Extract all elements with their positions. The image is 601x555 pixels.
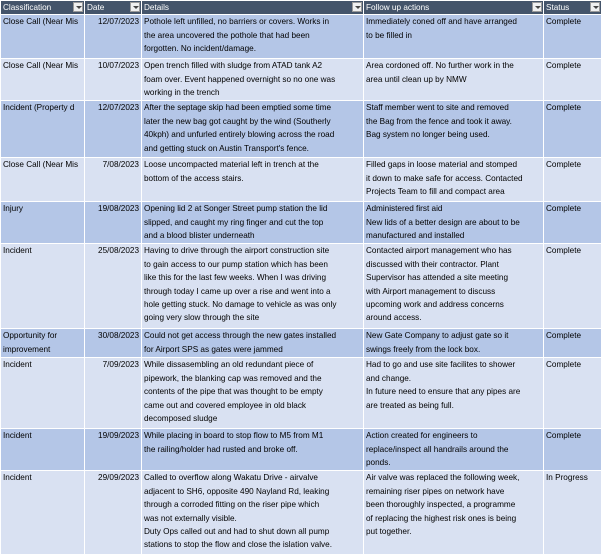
cell-text-line: adjacent to SH6, opposite 490 Nayland Rd, leaking (144, 485, 361, 498)
cell-text: 12/07/2023 (98, 103, 139, 112)
cell-details[interactable] (142, 471, 364, 555)
status-text: Complete (546, 61, 581, 70)
cell-text-line: Having to drive through the airport construction site (144, 244, 361, 257)
cell-text-line: swings freely from the lock box. (366, 343, 541, 356)
cell-text-line: with Airport management to discuss (366, 285, 541, 298)
cell-details[interactable] (142, 15, 364, 59)
status-text: Complete (546, 431, 581, 440)
cell-text-line: Could not get access through the new gates installed (144, 329, 361, 342)
cell-date[interactable] (85, 244, 142, 329)
cell-text-line: 40kph) and unfurled entirely blowing across the road (144, 128, 361, 141)
cell-text-line: foam over. Event happened overnight so no one was (144, 73, 361, 86)
cell-status[interactable] (544, 158, 601, 202)
status-text: Complete (546, 204, 581, 213)
cell-text-line: Called to overflow along Wakatu Drive - airvalve (144, 471, 361, 484)
cell-text: Incident (3, 360, 32, 369)
cell-text: 30/08/2023 (98, 331, 139, 340)
cell-text-line: around access. (366, 311, 541, 324)
cell-text-line: working in the trench (144, 86, 361, 99)
status-text: Complete (546, 331, 581, 340)
filter-dropdown-icon[interactable] (532, 2, 542, 12)
cell-follow-up[interactable] (364, 59, 544, 101)
cell-text-line: Area cordoned off. No further work in the (366, 59, 541, 72)
cell-date[interactable] (85, 101, 142, 158)
cell-text-line: Open trench filled with sludge from ATAD tank A2 (144, 59, 361, 72)
cell-text-line: was not externally visible. (144, 512, 361, 525)
cell-classification[interactable] (1, 158, 85, 202)
cell-classification[interactable] (1, 329, 85, 358)
cell-text: 10/07/2023 (98, 61, 139, 70)
cell-details[interactable] (142, 429, 364, 471)
cell-text: Incident (Property d (3, 103, 74, 112)
filter-dropdown-icon[interactable] (130, 2, 140, 12)
table-row (1, 329, 601, 358)
status-text: Complete (546, 103, 581, 112)
table-row (1, 202, 601, 244)
cell-status[interactable] (544, 429, 601, 471)
cell-status[interactable] (544, 244, 601, 329)
cell-status[interactable] (544, 202, 601, 244)
cell-text: Close Call (Near Mis (3, 160, 78, 169)
cell-text: 12/07/2023 (98, 17, 139, 26)
cell-date[interactable] (85, 358, 142, 429)
cell-date[interactable] (85, 158, 142, 202)
cell-text-line: Bag system no longer being used. (366, 128, 541, 141)
cell-text-line: of replacing the highest risk ones is being (366, 512, 541, 525)
cell-classification[interactable] (1, 244, 85, 329)
cell-text-line: Opportunity for (3, 329, 82, 342)
cell-text-line: going very slow through the site (144, 311, 361, 324)
cell-text-line: While dissasembling an old redundant piece of (144, 358, 361, 371)
table-row (1, 158, 601, 202)
table-row (1, 471, 601, 555)
cell-text-line: are treated as being full. (366, 399, 541, 412)
cell-status[interactable] (544, 471, 601, 555)
cell-follow-up[interactable] (364, 429, 544, 471)
cell-text: Close Call (Near Mis (3, 61, 78, 70)
cell-text-line: Projects Team to fill and compact area (366, 185, 541, 198)
table-body (1, 15, 601, 555)
cell-text-line: pipework, the blanking cap was removed and the (144, 372, 361, 385)
filter-dropdown-icon[interactable] (73, 2, 83, 12)
cell-status[interactable] (544, 329, 601, 358)
header-status[interactable]: Status (544, 1, 601, 15)
cell-follow-up[interactable] (364, 15, 544, 59)
cell-text-line: the Bag from the fence and took it away. (366, 115, 541, 128)
header-row (1, 1, 601, 15)
cell-text-line: area until clean up by NMW (366, 73, 541, 86)
cell-classification[interactable] (1, 15, 85, 59)
status-text: Complete (546, 360, 581, 369)
cell-text-line: bottom of the access stairs. (144, 172, 361, 185)
cell-text: Incident (3, 246, 32, 255)
table-row (1, 59, 601, 101)
cell-follow-up[interactable] (364, 101, 544, 158)
cell-classification[interactable] (1, 429, 85, 471)
cell-text-line: the area uncovered the pothole that had been (144, 29, 361, 42)
table-row (1, 358, 601, 429)
cell-text-line: and change. (366, 372, 541, 385)
cell-date[interactable] (85, 59, 142, 101)
cell-text-line: like this for the last few weeks. When I was driving (144, 271, 361, 284)
cell-text-line: Filled gaps in loose material and stomped (366, 158, 541, 171)
cell-text-line: While placing in board to stop flow to M5 from M1 (144, 429, 361, 442)
cell-text-line: Had to go and use site facilites to shower (366, 358, 541, 371)
cell-text-line: Immediately coned off and have arranged (366, 15, 541, 28)
status-text: Complete (546, 17, 581, 26)
cell-text-line: Staff member went to site and removed (366, 101, 541, 114)
status-text: In Progress (546, 473, 588, 482)
cell-follow-up[interactable] (364, 329, 544, 358)
filter-dropdown-icon[interactable] (352, 2, 362, 12)
cell-classification[interactable] (1, 471, 85, 555)
cell-details[interactable] (142, 358, 364, 429)
cell-text-line: ponds. (366, 456, 541, 469)
cell-text-line: Action created for engineers to (366, 429, 541, 442)
cell-text-line: In future need to ensure that any pipes are (366, 385, 541, 398)
cell-text: 7/08/2023 (103, 160, 139, 169)
cell-text-line: through today I came up over a rise and went into a (144, 285, 361, 298)
cell-text: 19/08/2023 (98, 204, 139, 213)
cell-text-line: through a corroded fitting on the riser pipe which (144, 498, 361, 511)
cell-text: 7/09/2023 (103, 360, 139, 369)
cell-text-line: been thoroughly inspected, a programme (366, 498, 541, 511)
header-classification[interactable]: Classification (1, 1, 85, 15)
filter-dropdown-icon[interactable] (590, 2, 600, 12)
cell-date[interactable] (85, 15, 142, 59)
cell-text-line: New Gate Company to adjust gate so it (366, 329, 541, 342)
header-details[interactable]: Details (142, 1, 364, 15)
cell-text-line: Contacted airport management who has (366, 244, 541, 257)
cell-text: 19/09/2023 (98, 431, 139, 440)
header-date[interactable]: Date (85, 1, 142, 15)
cell-status[interactable] (544, 59, 601, 101)
cell-date[interactable] (85, 202, 142, 244)
table-row (1, 101, 601, 158)
cell-text-line: After the septage skip had been emptied some time (144, 101, 361, 114)
cell-status[interactable] (544, 101, 601, 158)
cell-text-line: discussed with their contractor. Plant (366, 258, 541, 271)
status-text: Complete (546, 246, 581, 255)
table-row (1, 244, 601, 329)
cell-classification[interactable] (1, 358, 85, 429)
cell-details[interactable] (142, 59, 364, 101)
cell-details[interactable] (142, 329, 364, 358)
cell-text-line: it down to make safe for access. Contacted (366, 172, 541, 185)
cell-text-line: replace/inspect all handrails around the (366, 443, 541, 456)
cell-text-line: stations to stop the flow and close the islation valve. (144, 538, 361, 551)
cell-text-line: hole getting stuck. No damage to vehicle as was only (144, 298, 361, 311)
status-text: Complete (546, 160, 581, 169)
cell-text-line: decomposed sludge (144, 412, 361, 425)
cell-text-line: contents of the pipe that was thought to be empty (144, 385, 361, 398)
cell-text-line: upcoming work and address concerns (366, 298, 541, 311)
cell-text-line: and a blood blister underneath (144, 229, 361, 242)
cell-follow-up[interactable] (364, 158, 544, 202)
cell-text-line: Pothole left unfilled, no barriers or covers. Works in (144, 15, 361, 28)
cell-text: Incident (3, 431, 32, 440)
cell-text-line: put together. (366, 525, 541, 538)
cell-text-line: Administered first aid (366, 202, 541, 215)
cell-follow-up[interactable] (364, 202, 544, 244)
cell-text-line: improvement (3, 343, 82, 356)
table-row (1, 429, 601, 471)
cell-text-line: to be filled in (366, 29, 541, 42)
cell-text-line: for Airport SPS as gates were jammed (144, 343, 361, 356)
cell-text-line: manufactured and installed (366, 229, 541, 242)
cell-classification[interactable] (1, 202, 85, 244)
cell-text-line: to gain access to our pump station which has been (144, 258, 361, 271)
table-row (1, 15, 601, 59)
cell-text-line: Opening lid 2 at Songer Street pump station the lid (144, 202, 361, 215)
cell-text: Injury (3, 204, 23, 213)
cell-text: Close Call (Near Mis (3, 17, 78, 26)
cell-text-line: the railing/holder had rusted and broke off. (144, 443, 361, 456)
cell-details[interactable] (142, 202, 364, 244)
cell-classification[interactable] (1, 59, 85, 101)
cell-status[interactable] (544, 358, 601, 429)
cell-details[interactable] (142, 101, 364, 158)
cell-text-line: Supervisor has attended a site meeting (366, 271, 541, 284)
cell-text: Incident (3, 473, 32, 482)
cell-text-line: Duty Ops called out and had to shut down all pump (144, 525, 361, 538)
cell-classification[interactable] (1, 101, 85, 158)
cell-status[interactable] (544, 15, 601, 59)
cell-text: 25/08/2023 (98, 246, 139, 255)
cell-follow-up[interactable] (364, 358, 544, 429)
cell-text-line: Air valve was replaced the following week, (366, 471, 541, 484)
cell-text-line: remaining riser pipes on network have (366, 485, 541, 498)
cell-details[interactable] (142, 244, 364, 329)
cell-details[interactable] (142, 158, 364, 202)
cell-text-line: Loose uncompacted material left in trench at the (144, 158, 361, 171)
header-follow-up[interactable]: Follow up actions (364, 1, 544, 15)
cell-text-line: New lids of a better design are about to be (366, 216, 541, 229)
cell-text-line: later the new bag got caught by the wind (Southerly (144, 115, 361, 128)
cell-text-line: and getting stuck on Austin Transport's fence. (144, 142, 361, 155)
cell-text-line: forgotten. No incident/damage. (144, 42, 361, 55)
cell-text: 29/09/2023 (98, 473, 139, 482)
cell-follow-up[interactable] (364, 471, 544, 555)
cell-follow-up[interactable] (364, 244, 544, 329)
cell-date[interactable] (85, 471, 142, 555)
cell-date[interactable] (85, 429, 142, 471)
cell-text-line: slipped, and caught my ring finger and cut the top (144, 216, 361, 229)
cell-date[interactable] (85, 329, 142, 358)
cell-text-line: came out and covered employee in old black (144, 399, 361, 412)
